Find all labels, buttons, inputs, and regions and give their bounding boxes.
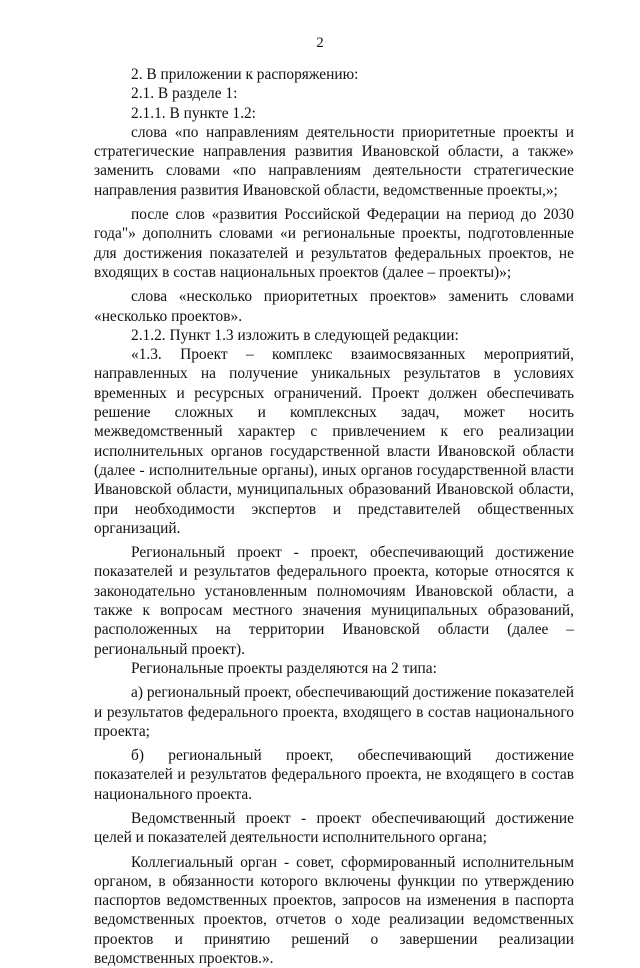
document-body <box>94 65 574 968</box>
paragraph-13: Ведомственный проект - проект обеспечивающий достижение целей и показателей деятельности исполнительного органа; <box>94 809 574 847</box>
paragraph-6: слова «несколько приоритетных проектов» заменить словами «несколько проектов». <box>94 288 574 325</box>
paragraph-12: б) региональный проект, обеспечивающий достижение показателей и результатов федерального проекта, не входящего в состав национального проекта. <box>94 747 574 803</box>
paragraph-9: Региональный проект - проект, обеспечивающий достижение показателей и результатов федерального проекта, которые относятся к законодательно установленным полномочиям Ивановской области, а также к вопросам местного значения муниципальных образований, расположенных на территории Ивановской области (далее – региональный проект). <box>94 544 574 658</box>
paragraph-11: а) региональный проект, обеспечивающий достижение показателей и результатов федерального проекта, входящего в состав национального проекта; <box>94 684 574 740</box>
paragraph-4: слова «по направлениям деятельности приоритетные проекты и стратегические направления развития Ивановской области, а также» заменить словами «по направлениям деятельности стратегические направления развития Ивановской области, ведомственные проекты,»; <box>94 123 574 199</box>
paragraph-10: Региональные проекты разделяются на 2 типа: <box>131 659 437 677</box>
paragraph-8: «1.3. Проект – комплекс взаимосвязанных мероприятий, направленных на получение уникальных результатов в условиях временных и ресурсных ограничений. Проект должен обеспечивать решение сложных и комплексных задач, может носить межведомственный характер с привлечением к его реализации исполнительных органов государственной власти Ивановской области (далее - исполнительные органы), иных органов государственной власти Ивановской области, муниципальных образований Ивановской области, при необходимости экспертов и представителей общественных организаций. <box>94 346 574 537</box>
paragraph-14: Коллегиальный орган - совет, сформированный исполнительным органом, в обязанности которого включены функции по утверждению паспортов ведомственных проектов, запросов на изменения в паспорта ведомственных проектов, отчетов о ходе реализации ведомственных проектов и принятию решений о завершении реализации ведомственных проектов.». <box>94 853 574 968</box>
paragraph-3: 2.1.1. В пункте 1.2: <box>131 104 256 122</box>
paragraph-5: после слов «развития Российской Федерации на период до 2030 года"» дополнить словами «и региональные проекты, подготовленные для достижения показателей и результатов федеральных проектов, не входящих в состав национальных проектов (далее – проекты)»; <box>94 206 574 281</box>
paragraph-2: 2.1. В разделе 1: <box>131 85 238 103</box>
paragraph-7: 2.1.2. Пункт 1.3 изложить в следующей редакции: <box>131 326 459 344</box>
page-number: 2 <box>316 35 324 51</box>
paragraph-1: 2. В приложении к распоряжению: <box>131 66 359 83</box>
